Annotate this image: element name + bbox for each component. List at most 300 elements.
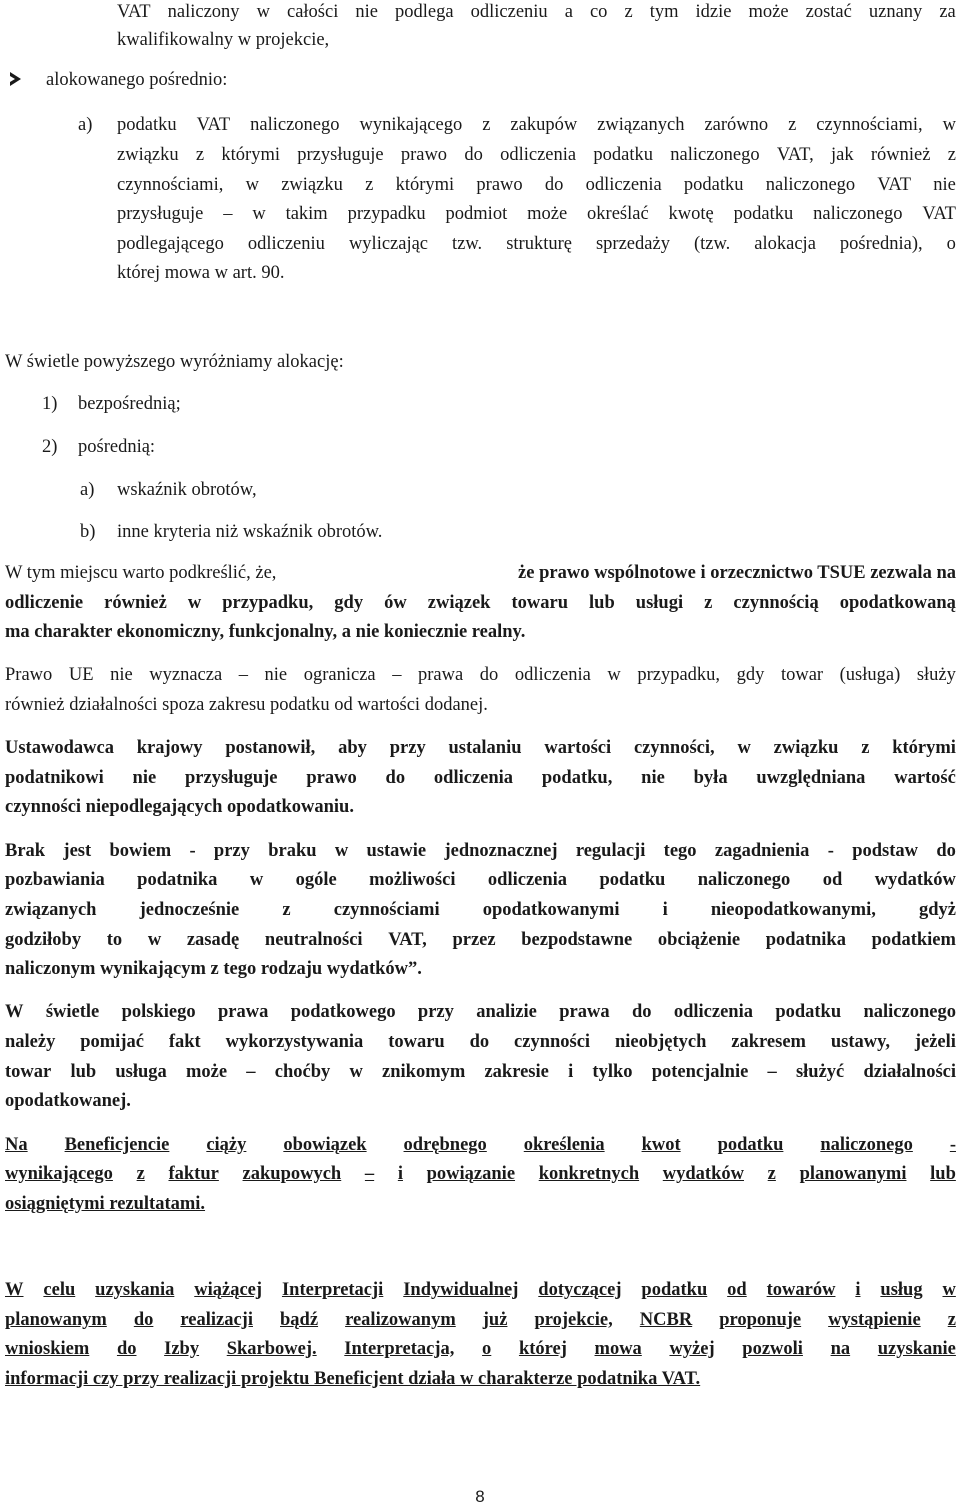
word: gdy (334, 593, 364, 613)
word: była (693, 768, 728, 788)
word: z (947, 1310, 956, 1330)
word: - (827, 841, 834, 861)
word: nie (132, 768, 157, 788)
word: czynności (514, 1032, 591, 1052)
word: to (106, 930, 123, 950)
word: czynnością (733, 593, 819, 613)
text-line: osiągniętymi rezultatami. (5, 1194, 206, 1214)
word: wydatków (874, 870, 956, 890)
word: również (870, 145, 931, 165)
word: jeżeli (914, 1032, 956, 1052)
word: z (947, 145, 956, 165)
word: zakresem (731, 1032, 806, 1052)
word: podatku (683, 175, 744, 195)
word: podstaw (852, 841, 919, 861)
word: świetle (45, 1002, 100, 1022)
word: (tzw. (693, 234, 731, 254)
list-item: wskaźnik obrotów, (117, 480, 257, 500)
word: za (939, 2, 956, 22)
word: – (364, 1164, 375, 1184)
word: związku (117, 145, 179, 165)
word: z (482, 115, 491, 135)
word: Ustawodawca (5, 738, 114, 758)
word: z (704, 593, 713, 613)
bullet-text: alokowanego pośrednio: (46, 70, 228, 90)
word: VAT (922, 204, 956, 224)
list-marker: 2) (42, 437, 58, 457)
word: strukturę (506, 234, 572, 254)
word: już (482, 1310, 508, 1330)
word: – (223, 204, 233, 224)
word: zostać (805, 2, 852, 22)
word: o (482, 1339, 492, 1359)
word: związanych (5, 900, 97, 920)
word: uzyskanie (877, 1339, 956, 1359)
word: wykorzystywania (225, 1032, 364, 1052)
word: ów (384, 593, 407, 613)
word: mowa (594, 1339, 642, 1359)
word: podmiot (445, 204, 508, 224)
word: wyżej (669, 1339, 715, 1359)
word: powiązanie (426, 1164, 516, 1184)
word: Izby (164, 1339, 200, 1359)
word: z (282, 900, 291, 920)
word: bowiem (109, 841, 172, 861)
word: VAT (117, 2, 151, 22)
word: naliczony (167, 2, 240, 22)
word: wyznacza (149, 665, 223, 685)
word: nie (110, 665, 133, 685)
text-line (5, 736, 956, 760)
word: Prawo (5, 665, 53, 685)
word: takim (285, 204, 328, 224)
text-line (5, 928, 956, 952)
word: usługa (115, 1062, 167, 1082)
word: służyć (795, 1062, 845, 1082)
text-fragment-bold: że prawo wspólnotowe i orzecznictwo TSUE zezwala na (518, 563, 956, 583)
word: kwot (641, 1135, 681, 1155)
word: wynikającego (5, 1164, 113, 1184)
word: UE (68, 665, 94, 685)
word: regulacji (575, 841, 646, 861)
word: wartość (894, 768, 956, 788)
word: lub (930, 1164, 956, 1184)
word: uznany (868, 2, 923, 22)
word: podatnika (765, 930, 846, 950)
word: nieopodatkowanymi, (710, 900, 876, 920)
word: zakupowych (242, 1164, 342, 1184)
word: należy (5, 1032, 56, 1052)
word: zakupów (510, 115, 578, 135)
word: proponuje (719, 1310, 802, 1330)
word: VAT (877, 175, 911, 195)
page-number: 8 (475, 1487, 485, 1506)
word: którymi (892, 738, 956, 758)
word: towar (780, 665, 824, 685)
word: realizowanym (345, 1310, 456, 1330)
word: godziłoby (5, 930, 82, 950)
word: pośrednia), (839, 234, 923, 254)
word: podatnika (137, 870, 218, 890)
word: w (607, 665, 621, 685)
word: wiążącej (194, 1280, 263, 1300)
word: do (936, 841, 956, 861)
word: zasadę (186, 930, 240, 950)
word: postanowił, (225, 738, 316, 758)
word: podatku (117, 115, 177, 135)
word: wydatków (662, 1164, 744, 1184)
word: określenia (523, 1135, 605, 1155)
word: przypadku, (637, 665, 721, 685)
word: związanych (597, 115, 685, 135)
word: odrębnego (403, 1135, 487, 1155)
word: towar (5, 1062, 52, 1082)
word: której (518, 1339, 567, 1359)
word: prawo (400, 145, 448, 165)
word: wystąpienie (828, 1310, 921, 1330)
word: – (392, 665, 402, 685)
word: Interpretacji (281, 1280, 384, 1300)
word: alokacja (754, 234, 816, 254)
word: podatnikowi (5, 768, 104, 788)
word: również (104, 593, 167, 613)
list-item: pośrednią: (78, 437, 156, 457)
word: może (185, 1062, 228, 1082)
word: ustawie (366, 841, 427, 861)
text-line: również działalności spoza zakresu podatku od wartości dodanej. (5, 695, 488, 715)
word: Indywidualnej (403, 1280, 519, 1300)
word: odliczeniu (247, 234, 325, 254)
word: projekcie, (534, 1310, 613, 1330)
word: podatku (775, 1002, 842, 1022)
list-marker: a) (80, 480, 95, 500)
word: podatkiem (871, 930, 956, 950)
text-line (5, 1133, 956, 1157)
word: – (238, 665, 248, 685)
word: którymi (395, 175, 455, 195)
word: do (544, 175, 564, 195)
word: naliczonego (250, 115, 340, 135)
word: pomijać (80, 1032, 144, 1052)
word: usługi (635, 593, 684, 613)
word: przy (417, 1002, 454, 1022)
word: konkretnych (538, 1164, 640, 1184)
word: i (397, 1164, 403, 1184)
word: fakt (168, 1032, 201, 1052)
word: do (385, 768, 406, 788)
word: podlega (395, 2, 454, 22)
word: tego (663, 841, 697, 861)
word: W (5, 1002, 24, 1022)
word: odliczenia (500, 145, 577, 165)
word: co (589, 2, 608, 22)
text-line: naliczonym wynikającym z tego rodzaju wydatków”. (5, 959, 422, 979)
word: bezpodstawne (521, 930, 633, 950)
word: wyliczając (348, 234, 429, 254)
word: prawo (306, 768, 357, 788)
word: przysługuje (117, 204, 204, 224)
text-line (117, 113, 956, 137)
word: z (136, 1164, 145, 1184)
word: podatku (641, 1280, 708, 1300)
word: obowiązek (283, 1135, 367, 1155)
word: podatku, (541, 768, 613, 788)
word: polskiego (121, 1002, 196, 1022)
word: do (116, 1339, 137, 1359)
text-line (117, 202, 956, 226)
word: służy (916, 665, 956, 685)
word: do (631, 1002, 652, 1022)
bullet-arrow-icon (10, 72, 21, 86)
word: działalności (863, 1062, 956, 1082)
word: przysługuje (185, 768, 278, 788)
word: z (861, 738, 870, 758)
word: faktur (168, 1164, 219, 1184)
word: ustawy, (830, 1032, 890, 1052)
word: do (133, 1310, 154, 1330)
word: lub (589, 593, 615, 613)
word: do (469, 1032, 490, 1052)
word: realizacji (180, 1310, 253, 1330)
word: związku (773, 738, 839, 758)
word: podatku (593, 145, 653, 165)
word: usług (880, 1280, 923, 1300)
word: towaru (388, 1032, 445, 1052)
word: prawo (476, 175, 523, 195)
word: nie (933, 175, 956, 195)
word: odliczenia (673, 1002, 753, 1022)
word: zagadnienia (714, 841, 810, 861)
word: wnioskiem (5, 1339, 90, 1359)
word: bądź (280, 1310, 319, 1330)
word: neutralności (264, 930, 363, 950)
text-line (5, 1030, 956, 1054)
word: jednoznacznej (444, 841, 558, 861)
word: VAT, (776, 145, 814, 165)
word: analizie (476, 1002, 537, 1022)
text-line (5, 766, 956, 790)
word: całości (286, 2, 339, 22)
word: gdyż (918, 900, 956, 920)
word: celu (43, 1280, 76, 1300)
word: braku (268, 841, 317, 861)
word: pozwoli (742, 1339, 803, 1359)
text-line (5, 1000, 956, 1024)
word: czynnościami, (816, 115, 923, 135)
word: Na (5, 1135, 28, 1155)
word: krajowy (136, 738, 203, 758)
text-line (117, 232, 956, 256)
text-line (5, 663, 956, 687)
word: w (942, 115, 956, 135)
word: tym (649, 2, 679, 22)
word: nie (641, 768, 665, 788)
word: planowanym (5, 1310, 107, 1330)
word: Interpretacja, (344, 1339, 455, 1359)
word: ogranicza (303, 665, 376, 685)
word: Beneficjencie (64, 1135, 170, 1155)
word: a (564, 2, 573, 22)
word: ciąży (206, 1135, 247, 1155)
word: którymi (221, 145, 280, 165)
word: choćby (274, 1062, 331, 1082)
word: nie (355, 2, 378, 22)
word: lub (70, 1062, 97, 1082)
word: pozbawiania (5, 870, 105, 890)
word: czynności, (633, 738, 715, 758)
word: Skarbowej. (226, 1339, 317, 1359)
text-line: ma charakter ekonomiczny, funkcjonalny, a nie koniecznie realny. (5, 622, 526, 642)
word: gdy (736, 665, 765, 685)
word: w (334, 841, 349, 861)
word: do (479, 665, 499, 685)
word: odliczeniu (470, 2, 548, 22)
list-item: bezpośrednią; (78, 394, 181, 414)
text-line: kwalifikowalny w projekcie, (117, 30, 330, 50)
text-fragment: W tym miejscu warto podkreślić, że, (5, 563, 277, 583)
word: przypadku, (222, 593, 314, 613)
word: planowanymi (799, 1164, 907, 1184)
text-line: informacji czy przy realizacji projektu Beneficjent działa w charakterze podatnika VAT. (5, 1369, 701, 1389)
word: przysługuje (297, 145, 384, 165)
text-line (5, 591, 956, 615)
word: naliczonego (697, 870, 791, 890)
word: podatku (599, 870, 666, 890)
word: z (767, 1164, 776, 1184)
word: uzyskania (95, 1280, 175, 1300)
word: W (5, 1280, 24, 1300)
word: w (187, 593, 202, 613)
word: – (246, 1062, 256, 1082)
word: naliczonego (820, 1135, 913, 1155)
word: nie (264, 665, 288, 685)
text-line (5, 1278, 956, 1302)
word: w (245, 175, 259, 195)
word: dotyczącej (538, 1280, 622, 1300)
text-line: opodatkowanej. (5, 1091, 131, 1111)
word: jest (63, 841, 92, 861)
word: od (822, 870, 843, 890)
word: podatku (733, 204, 794, 224)
allocation-intro: W świetle powyższego wyróżniamy alokację: (5, 352, 344, 372)
text-line (5, 898, 956, 922)
text-line (117, 173, 956, 197)
text-line (5, 1162, 956, 1186)
word: jednocześnie (139, 900, 240, 920)
word: czynnościami, (117, 175, 224, 195)
word: określać (587, 204, 649, 224)
word: VAT (196, 115, 231, 135)
word: naliczonego (765, 175, 856, 195)
word: (usługa) (839, 665, 901, 685)
word: odliczenie (5, 593, 84, 613)
word: wynikającego (359, 115, 463, 135)
word: znikomym (382, 1062, 466, 1082)
list-marker: a) (78, 115, 93, 135)
word: naliczonego (863, 1002, 956, 1022)
word: przy (213, 841, 250, 861)
word: możliwości (369, 870, 456, 890)
text-line (117, 143, 956, 167)
word: może (748, 2, 789, 22)
text-line (5, 839, 956, 863)
word: opodatkowanymi (482, 900, 620, 920)
word: z (624, 2, 633, 22)
word: i (568, 1062, 574, 1082)
word: ogóle (295, 870, 337, 890)
word: związek (427, 593, 491, 613)
word: aby (338, 738, 367, 758)
word: zarówno (704, 115, 769, 135)
word: może (527, 204, 568, 224)
word: - (949, 1135, 956, 1155)
list-marker: 1) (42, 394, 58, 414)
word: kwotę (668, 204, 714, 224)
text-line (117, 0, 956, 24)
word: towaru (511, 593, 569, 613)
word: do (464, 145, 483, 165)
word: i (662, 900, 668, 920)
word: naliczonego (670, 145, 760, 165)
text-line (5, 561, 956, 585)
word: w (252, 204, 266, 224)
word: przez (452, 930, 496, 950)
word: opodatkowaną (839, 593, 956, 613)
word: przy (389, 738, 426, 758)
word: nieobjętych (614, 1032, 707, 1052)
word: Brak (5, 841, 46, 861)
word: czynnościami (333, 900, 440, 920)
text-line (5, 1060, 956, 1084)
word: uwzględniana (756, 768, 866, 788)
word: w (942, 1280, 956, 1300)
word: prawa (418, 665, 464, 685)
word: ustalaniu (448, 738, 522, 758)
word: VAT, (388, 930, 427, 950)
word: z (195, 145, 205, 165)
word: prawa (218, 1002, 269, 1022)
word: - (189, 841, 196, 861)
word: – (767, 1062, 777, 1082)
word: odliczenia (433, 768, 514, 788)
text-line (5, 868, 956, 892)
word: potencjalnie (651, 1062, 749, 1082)
word: jak (831, 145, 854, 165)
text-line (5, 1308, 956, 1332)
word: NCBR (639, 1310, 693, 1330)
word: tylko (592, 1062, 633, 1082)
word: podlegającego (117, 234, 224, 254)
word: naliczonego (813, 204, 903, 224)
word: tzw. (452, 234, 483, 254)
word: o (946, 234, 956, 254)
word: z (788, 115, 797, 135)
word: w (256, 2, 270, 22)
word: podatku (717, 1135, 784, 1155)
text-line: której mowa w art. 90. (117, 263, 285, 283)
word: z (365, 175, 374, 195)
text-line: czynności niepodlegających opodatkowaniu. (5, 797, 354, 817)
word: przypadku (347, 204, 426, 224)
word: odliczenia (487, 870, 568, 890)
word: w (147, 930, 162, 950)
word: od (727, 1280, 747, 1300)
word: sprzedaży (595, 234, 670, 254)
list-marker: b) (80, 522, 96, 542)
word: wartości (544, 738, 612, 758)
word: na (830, 1339, 851, 1359)
word: w (249, 870, 264, 890)
